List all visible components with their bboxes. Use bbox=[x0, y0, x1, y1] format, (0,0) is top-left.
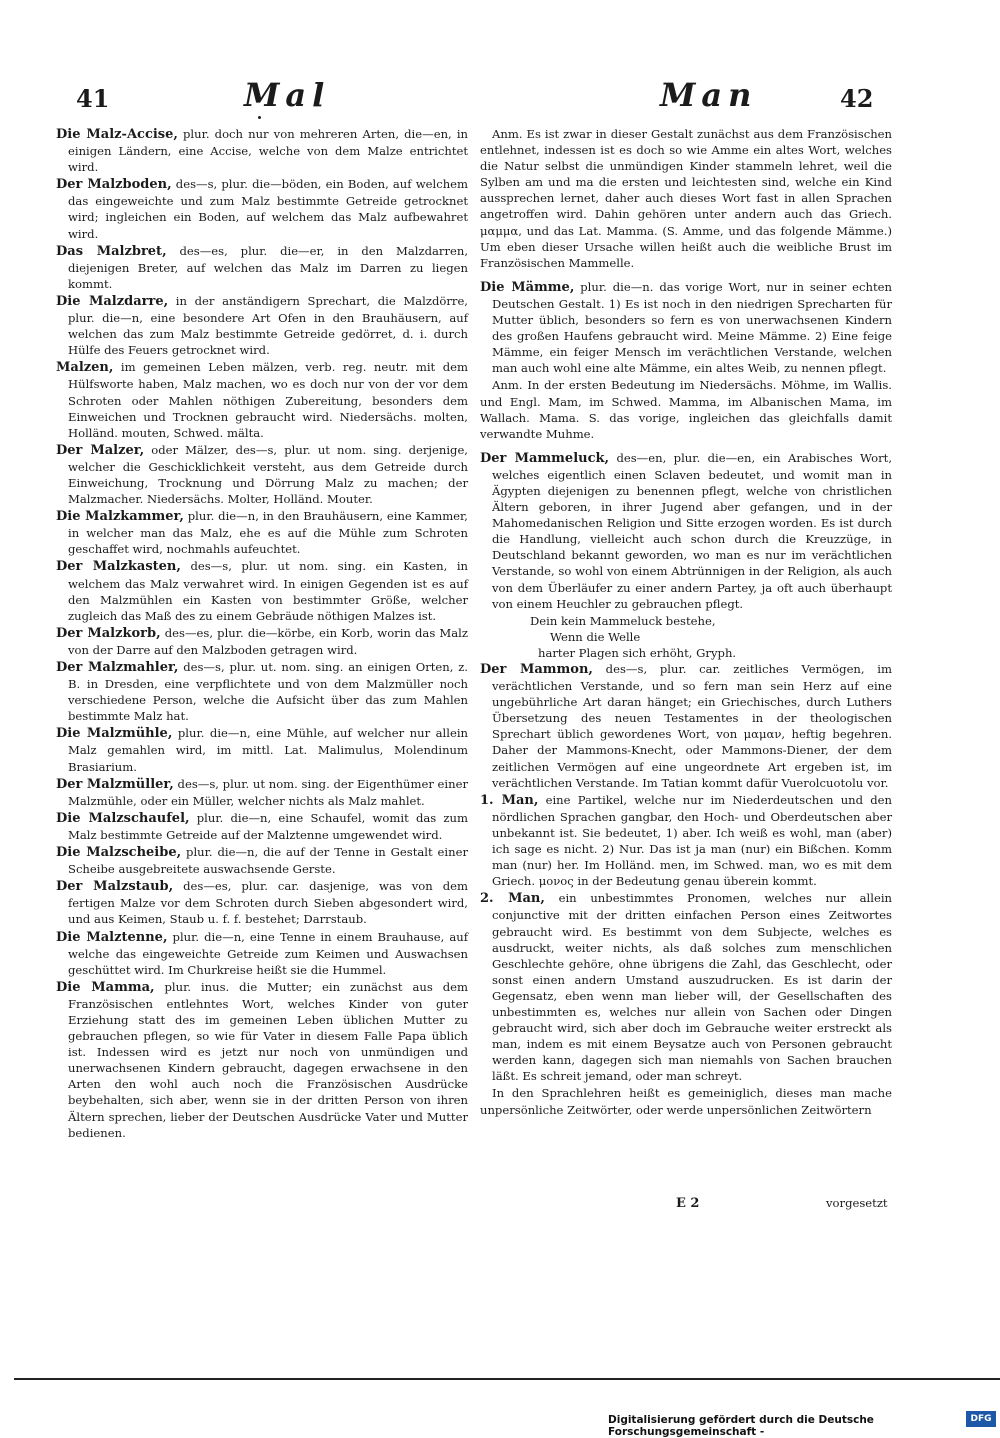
dictionary-entry bbox=[480, 279, 892, 377]
dictionary-entry bbox=[56, 844, 468, 877]
entry-headword: Die Malztenne, bbox=[56, 929, 168, 945]
entry-headword: Der Malzkasten, bbox=[56, 559, 181, 575]
left-page-number: 41 bbox=[76, 84, 110, 113]
dictionary-entry bbox=[56, 126, 468, 175]
dfg-logo: DFG bbox=[966, 1411, 996, 1427]
entry-text: ein unbestimmtes Pronomen, welches nur allein conjunctive mit der dritten einfachen Person eines Zeitwortes gebraucht wird. Es bestimmt von dem Subjecte, welches es ausdruckt, weiter nichts, als daß solches zum menschlichen Geschlechte gehöre, ohne übrigens die Zahl, das Geschlecht, oder sonst einen andern Umstand auszudrucken. Es ist darin der Gegensatz, eben wenn man lieber will, der Gesellschaften des unbestimmten es, welches nur allein von Sachen oder Dingen gebraucht wird, sich aber doch im Gebrauche weiter erstreckt als man, indem es mit einem Beysatze auch von Personen gebraucht werden kann, dagegen sich man niemahls von Sachen brauchen läßt. Es schreit jemand, oder man schreyt. bbox=[492, 891, 892, 1084]
entry-headword: Die Malzschaufel, bbox=[56, 810, 190, 826]
dictionary-entry bbox=[56, 508, 468, 557]
dictionary-entry bbox=[480, 450, 892, 612]
entry-headword: Der Mammon, bbox=[480, 662, 593, 677]
dictionary-entry bbox=[56, 176, 468, 241]
right-column bbox=[480, 126, 892, 1126]
entry-text: des—s, plur. ut nom. sing. der Eigenthümer einer Malzmühle, oder ein Müller, welcher nichts als Malz mahlet. bbox=[68, 776, 468, 808]
entry-headword: Der Malzkorb, bbox=[56, 625, 161, 641]
entry-headword: Die Malzscheibe, bbox=[56, 845, 182, 861]
dictionary-entry bbox=[56, 558, 468, 623]
entry-headword: Die Mamma, bbox=[56, 979, 155, 995]
right-running-head: Man bbox=[660, 76, 758, 114]
entry-text: eine Partikel, welche nur im Niederdeutschen und den nördlichen Sprachen gangbar, den Hoch- und Oberdeutschen aber unbekannt ist. Sie bedeutet, 1) aber. Ich weiß es wohl, man (aber) ich sage es nicht. 2) Nur. Das ist ja man (nur) ein Bißchen. Komm man (nur) her. Im Holländ. men, im Schwed. man, wo es mit dem Griech. μονος in der Bedeutung genau überein kommt. bbox=[492, 792, 893, 889]
dictionary-entry bbox=[56, 810, 468, 843]
entry-text: im gemeinen Leben mälzen, verb. reg. neutr. mit dem Hülfsworte haben, Malz machen, wo es doch nur von der vor dem Schroten oder Mahlen nöthigen Zubereitung, besonders dem Einweichen und Trocknen gebraucht wird. Niedersächs. molten, Holländ. mouten, Schwed. mälta. bbox=[68, 360, 469, 440]
entry-text: des—s, plur. ut nom. sing. ein Kasten, in welchem das Malz verwahret wird. In einigen Gegenden ist es auf den Malzmühlen ein Kasten von bestimmter Größe, welcher zugleich das Maß des zu einem Gebräude nöthigen Malzes ist. bbox=[68, 559, 469, 623]
dictionary-entry bbox=[56, 243, 468, 292]
entry-text: plur. die—n, in den Brauhäusern, eine Kammer, in welcher man das Malz, ehe es auf die Mühle zum Schroten geschaffet wird, nochmahls aufeuchtet. bbox=[68, 509, 468, 557]
dictionary-entry bbox=[56, 776, 468, 809]
entry-headword: 2. Man, bbox=[480, 891, 545, 907]
entry-headword: 1. Man, bbox=[480, 792, 539, 808]
entry-headword: Die Malzdarre, bbox=[56, 293, 169, 309]
catchword: vorgesetzt bbox=[826, 1196, 888, 1210]
entry-text: plur. die—n, die auf der Tenne in Gestalt einer Scheibe ausgebreitete auswachsende Gerste. bbox=[68, 845, 468, 877]
entry-text: plur. inus. die Mutter; ein zunächst aus dem Französischen entlehntes Wort, welches Kinder von guter Erziehung statt des im gemeinen Leben üblichen Mutter zu gebrauchen pflegen, so wie für Vater in diesem Falle Papa üblich ist. Indessen wird es jetzt nur noch von unmündigen und unerwachsenen Kindern gebraucht, dagegen erwachsene in den Arten den wohl auch noch die Französischen Ausdrücke beybehalten, sich aber, wenn sie in der dritten Person von ihren Ältern sprechen, lieber der Deutschen Ausdrücke Vater und Mutter bedienen. bbox=[68, 979, 468, 1140]
footer-credit: Digitalisierung gefördert durch die Deutsche Forschungsgemeinschaft - bbox=[608, 1414, 874, 1438]
dictionary-entry bbox=[56, 979, 468, 1141]
dictionary-entry bbox=[56, 659, 468, 724]
bottom-rule bbox=[14, 1378, 1000, 1380]
entry-headword: Der Malzboden, bbox=[56, 177, 172, 193]
entry-text: des—en, plur. die—en, ein Arabisches Wort, welches eigentlich einen Sclaven bedeutet, und womit man in Ägypten diejenigen zu benennen pflegt, welche von christlichen Ältern geboren, in ihrer Jugend aber gefangen, und in der Mahomedanischen Religion und Sitte erzogen worden. Es ist durch die Handlung, vielleicht auch schon durch die Kreuzzüge, in Deutschland bekannt geworden, wo man es nur im verächtlichen Verstande, so wohl von einem Abtrünnigen in der Religion, als auch von dem Überläufer zu einer andern Partey, ja oft auch überhaupt von einem Heuchler zu gebrauchen pflegt. bbox=[492, 450, 893, 611]
entry-text: oder Mälzer, des—s, plur. ut nom. sing. derjenige, welcher die Geschicklichkeit versteht, aus dem Getreide durch Einweichung, Trocknung und Dörrung Malz zu machen; der Malzmacher. Niedersächs. Molter, Holländ. Mouter. bbox=[68, 442, 468, 507]
entry-text: des—s, plur. ut. nom. sing. an einigen Orten, z. B. in Dresden, eine verpflichtete und von dem Malzmüller noch verschiedene Person, welche die Aufsicht über das zum Mahlen bestimmte Malz hat. bbox=[68, 660, 468, 724]
entry-headword: Der Malzstaub, bbox=[56, 879, 174, 895]
dictionary-entry bbox=[480, 661, 892, 791]
verse-line: harter Plagen sich erhöht, Gryph. bbox=[538, 645, 737, 660]
annotation-paragraph: Anm. In der ersten Bedeutung im Niedersächs. Möhme, im Wallis. und Engl. Mam, im Schwed. Mamma, im Albanischen Mama, im Wallach. Mama. S. das vorige, ingleichen das gleichfalls damit verwandte Muhme. bbox=[480, 378, 892, 441]
dictionary-entry bbox=[56, 725, 468, 774]
entry-headword: Der Malzmüller, bbox=[56, 776, 174, 792]
entry-text: plur. doch nur von mehreren Arten, die—en, in einigen Ländern, eine Accise, welche von dem Malze entrichtet wird. bbox=[68, 127, 468, 175]
dictionary-entry bbox=[480, 890, 892, 1084]
dictionary-entry bbox=[56, 878, 468, 927]
dictionary-entry bbox=[56, 625, 468, 658]
header-dot bbox=[258, 116, 261, 119]
entry-headword: Der Malzer, bbox=[56, 442, 145, 458]
body-paragraph: In den Sprachlehren heißt es gemeiniglich, dieses man mache unpersönliche Zeitwörter, oder werde unpersönlichen Zeitwörtern bbox=[480, 1086, 892, 1117]
entry-headword: Malzen, bbox=[56, 360, 114, 376]
entry-headword: Die Mämme, bbox=[480, 279, 575, 295]
entry-text: des—es, plur. die—er, in den Malzdarren, diejenigen Breter, auf welchen das Malz im Darren zu liegen kommt. bbox=[68, 243, 469, 291]
entry-headword: Die Malz-Accise, bbox=[56, 127, 178, 142]
entry-text: in der anständigern Sprechart, die Malzdörre, plur. die—n, eine besondere Art Ofen in den Brauhäusern, auf welchen das zum Malz bestimmte Getreide gedörret, d. i. durch Hülfe des Feuers getrocknet wird. bbox=[68, 293, 468, 358]
left-column bbox=[56, 126, 468, 1142]
entry-headword: Die Malzmühle, bbox=[56, 726, 173, 742]
verse-line: Wenn die Welle bbox=[550, 629, 641, 644]
entry-headword: Der Malzmahler, bbox=[56, 660, 179, 675]
entry-text: plur. die—n. das vorige Wort, nur in seiner echten Deutschen Gestalt. 1) Es ist noch in den niedrigen Sprecharten für Mutter üblich, besonders so fern es von unerwachsenen Kindern des großen Haufens gebraucht wird. Meine Mämme. 2) Eine feige Mämme, ein feiger Mensch im verächtlichen Verstande, welchen man auch wohl eine alte Mämme, ein altes Weib, zu nennen pflegt. bbox=[492, 279, 892, 376]
entry-headword: Die Malzkammer, bbox=[56, 509, 184, 525]
entry-text: des—s, plur. die—böden, ein Boden, auf welchem das eingeweichte und zum Malz bestimmte Getreide getrocknet wird; ingleichen ein Boden, auf welchem das Malz aufbewahret wird. bbox=[68, 177, 469, 241]
dictionary-entry bbox=[56, 293, 468, 358]
entry-text: des—es, plur. die—körbe, ein Korb, worin das Malz von der Darre auf den Malzboden getragen wird. bbox=[68, 625, 468, 657]
entry-text: des—es, plur. car. dasjenige, was von dem fertigen Malze vor dem Schroten durch Sieben abgesondert wird, und aus Keimen, Staub u. f. f. bestehet; Darrstaub. bbox=[68, 879, 468, 927]
entry-text: plur. die—n, eine Schaufel, womit das zum Malz bestimmte Getreide auf der Malztenne umgewendet wird. bbox=[68, 810, 468, 842]
entry-headword: Das Malzbret, bbox=[56, 243, 167, 259]
entry-text: des—s, plur. car. zeitliches Vermögen, im verächtlichen Verstande, und so fern man sein Herz auf eine ungebührliche Art daran hänget; ein Griechisches, durch Luthers Übersetzung des neuen Testamentes in der theologischen Sprechart üblich gewordenes Wort, von μαμαν, heftig begehren. Daher der Mammons-Knecht, oder Mammons-Diener, der dem zeitlichen Vermögen auf eine ungeordnete Art ergeben ist, im verächtlichen Verstande. Im Tatian kommt dafür Vuerolcuotolu vor. bbox=[492, 662, 893, 790]
signature-mark: E 2 bbox=[676, 1196, 700, 1211]
dictionary-entry bbox=[56, 929, 468, 978]
right-page-number: 42 bbox=[840, 84, 874, 113]
annotation-paragraph: Anm. Es ist zwar in dieser Gestalt zunächst aus dem Französischen entlehnet, indessen ist es doch so wie Amme ein altes Wort, welches die Natur selbst die unmündigen Kinder stammeln lehret, weil die Sylben am und ma die ersten und leichtesten sind, welche ein Kind aussprechen lernet, daher auch dieses Wort fast in allen Sprachen angetroffen wird. Dahin gehören unter andern auch das Griech. μαμμα, und das Lat. Mamma. (S. Amme, und das folgende Mämme.) Um eben dieser Ursache willen heißt auch die weibliche Brust im Französischen Mammelle. bbox=[480, 127, 892, 270]
dictionary-entry bbox=[480, 792, 892, 890]
dictionary-entry bbox=[56, 442, 468, 507]
entry-text: plur. die—n, eine Mühle, auf welcher nur allein Malz gemahlen wird, im mittl. Lat. Malimulus, Molendinum Brasiarium. bbox=[68, 726, 469, 774]
entry-text: plur. die—n, eine Tenne in einem Brauhause, auf welche das eingeweichte Getreide zum Keimen und Auswachsen geschüttet wird. Im Churkreise heißt sie die Hummel. bbox=[68, 929, 468, 977]
page-header bbox=[0, 70, 1000, 120]
verse-line: Dein kein Mammeluck bestehe, bbox=[530, 613, 716, 628]
left-running-head: Mal bbox=[244, 76, 331, 114]
entry-headword: Der Mammeluck, bbox=[480, 450, 610, 466]
dictionary-entry bbox=[56, 359, 468, 440]
